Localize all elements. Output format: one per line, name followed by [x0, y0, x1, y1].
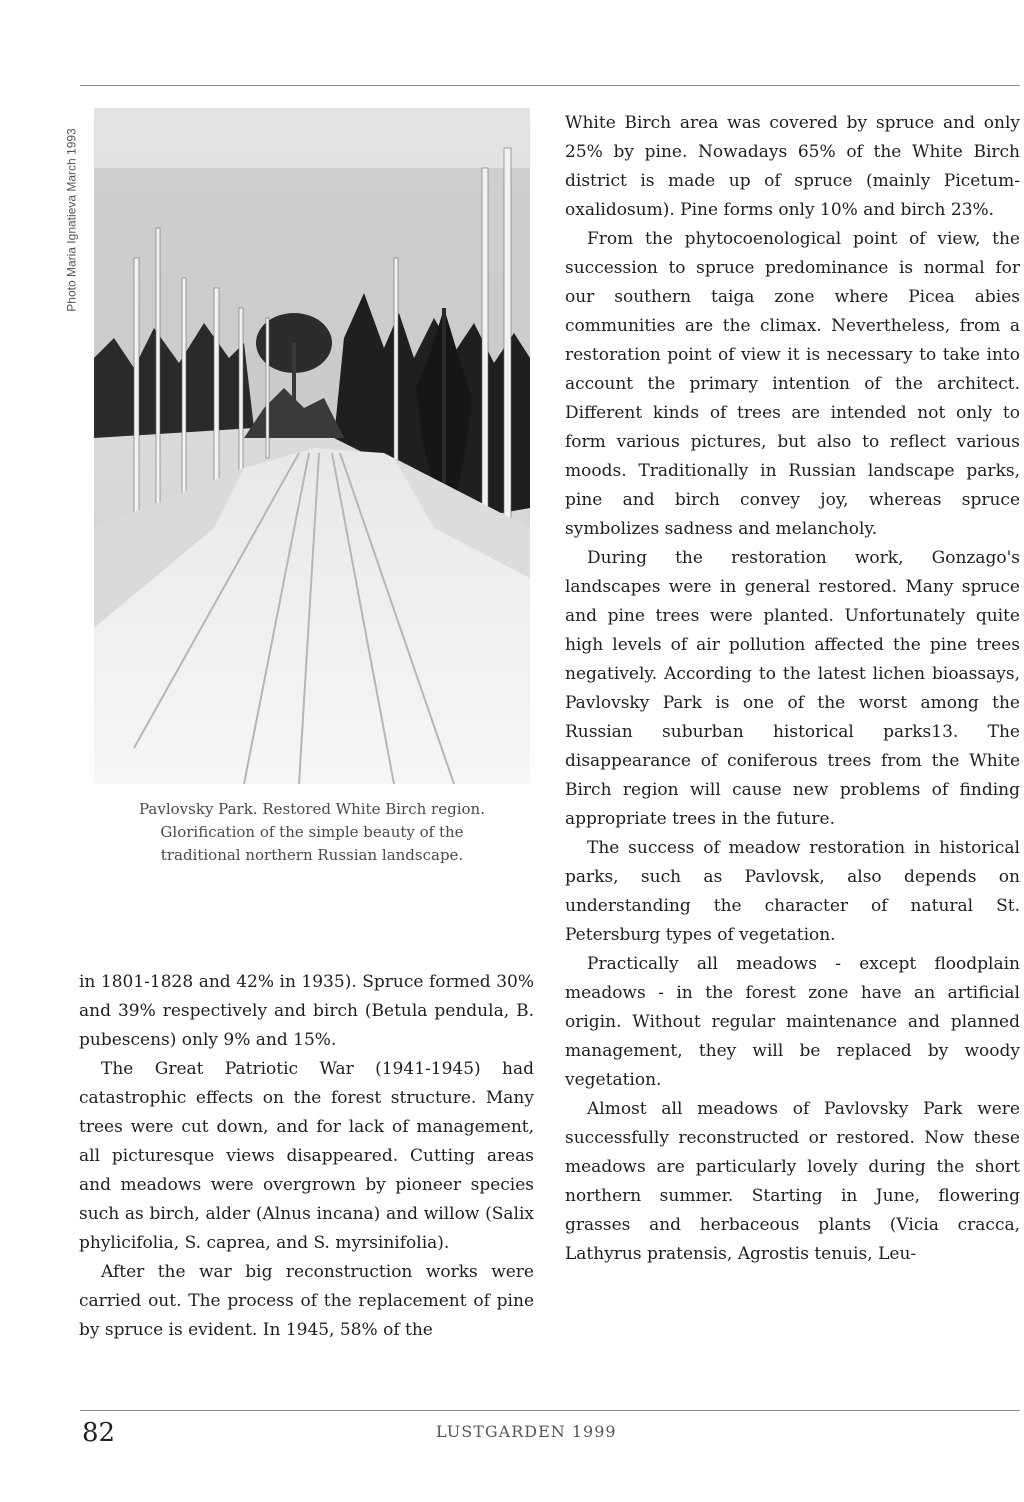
paragraph: The success of meadow restoration in historical parks, such as Pavlovsk, also depends on understanding the character of natural St. Petersburg types of vegetation.	[565, 838, 1020, 945]
photo-caption	[96, 798, 528, 867]
caption-line: Glorification of the simple beauty of the	[160, 823, 464, 841]
paragraph: After the war big reconstruction works were carried out. The process of the replacement of pine by spruce is evident. In 1945, 58% of the	[79, 1262, 534, 1340]
header-rule	[80, 85, 1020, 86]
paragraph: From the phytocoenological point of view, the succession to spruce predominance is normal for our southern taiga zone where Picea abies communities are the climax. Nevertheless, from a restoration point of view it is necessary to take into account the primary intention of the architect. Different kinds of trees are intended not only to form various pictures, but also to reflect various moods. Traditionally in Russian landscape parks, pine and birch convey joy, whereas spruce symbolizes sadness and melancholy.	[565, 229, 1020, 539]
photo-credit-text: Photo Maria Ignatieva March 1993	[65, 128, 80, 312]
footer-rule	[80, 1410, 1020, 1411]
photo-credit	[64, 100, 80, 340]
paragraph: During the restoration work, Gonzago's landscapes were in general restored. Many spruce and pine trees were planted. Unfortunately quite high levels of air pollution affected the pine trees negatively. According to the latest lichen bioassays, Pavlovsky Park is one of the worst among the Russian suburban historical parks13. The disappearance of coniferous trees from the White Birch region will cause new problems of finding appropriate trees in the future.	[565, 548, 1020, 829]
right-text-column	[565, 109, 1020, 1269]
paragraph: in 1801-1828 and 42% in 1935). Spruce formed 30% and 39% respectively and birch (Betula pendula, B. pubescens) only 9% and 15%.	[79, 972, 534, 1050]
caption-line: traditional northern Russian landscape.	[160, 846, 464, 864]
left-text-column	[79, 968, 534, 1345]
running-title: LUSTGARDEN 1999	[436, 1422, 617, 1441]
paragraph: White Birch area was covered by spruce and only 25% by pine. Nowadays 65% of the White Birch district is made up of spruce (mainly Picetum-oxalidosum). Pine forms only 10% and birch 23%.	[565, 113, 1020, 220]
paragraph: Almost all meadows of Pavlovsky Park were successfully reconstructed or restored. Now these meadows are particularly lovely during the short northern summer. Starting in June, flowering grasses and herbaceous plants (Vicia cracca, Lathyrus pratensis, Agrostis tenuis, Leu-	[565, 1099, 1020, 1264]
page-number: 82	[82, 1418, 116, 1448]
caption-line: Pavlovsky Park. Restored White Birch region.	[139, 800, 485, 818]
photo-white-birch-road	[94, 108, 530, 784]
winter-forest-road-photo	[94, 108, 530, 784]
paragraph: The Great Patriotic War (1941-1945) had catastrophic effects on the forest structure. Many trees were cut down, and for lack of management, all picturesque views disappeared. Cutting areas and meadows were overgrown by pioneer species such as birch, alder (Alnus incana) and willow (Salix phylicifolia, S. caprea, and S. myrsinifolia).	[79, 1059, 534, 1253]
paragraph: Practically all meadows - except floodplain meadows - in the forest zone have an artificial origin. Without regular maintenance and planned management, they will be replaced by woody vegetation.	[565, 954, 1020, 1090]
